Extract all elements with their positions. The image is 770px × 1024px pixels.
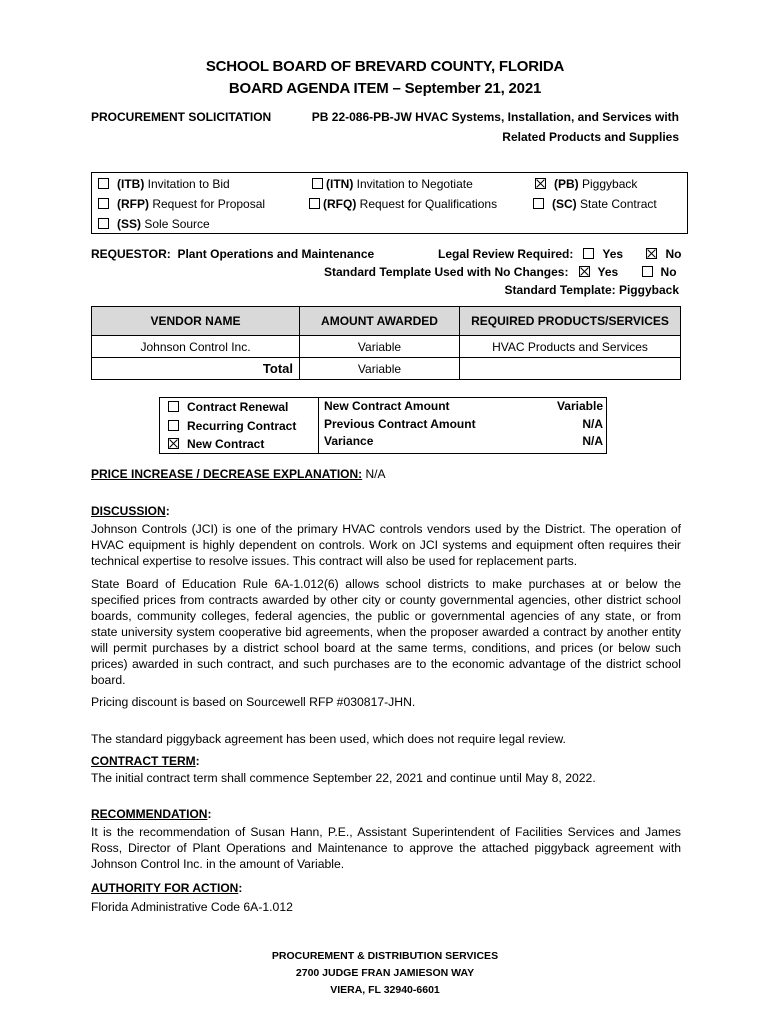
checkbox-icon[interactable]	[168, 401, 179, 412]
solicitation-label: PROCUREMENT SOLICITATION	[91, 110, 272, 124]
checked-box-icon[interactable]	[646, 248, 657, 259]
table-row	[92, 336, 681, 358]
std-template-no: No	[660, 265, 677, 279]
checked-box-icon[interactable]	[168, 438, 179, 449]
option-code: (SS)	[117, 217, 141, 231]
previous-amount-value: N/A	[582, 417, 603, 431]
std-template-label: Standard Template Used with No Changes:	[324, 265, 569, 279]
price-change-value: N/A	[365, 467, 386, 481]
vendor-table	[91, 306, 681, 380]
variance-label: Variance	[324, 434, 374, 448]
option-code: (RFP)	[117, 197, 149, 211]
legal-review-no: No	[665, 247, 682, 261]
price-change-label: PRICE INCREASE / DECREASE EXPLANATION:	[91, 467, 363, 481]
discussion-paragraph-3: Pricing discount is based on Sourcewell RFP #030817-JHN.	[91, 695, 416, 709]
checkbox-icon[interactable]	[533, 198, 544, 209]
total-empty-cell	[460, 358, 681, 380]
footer-city: VIERA, FL 32940-6601	[330, 984, 440, 996]
solicitation-title-line2: Related Products and Supplies	[502, 130, 679, 144]
authority-text: Florida Administrative Code 6A-1.012	[91, 900, 293, 914]
option-itb[interactable]	[98, 177, 230, 191]
discussion-heading: DISCUSSION:	[91, 504, 170, 518]
checked-box-icon[interactable]	[579, 266, 590, 277]
option-pb[interactable]	[535, 177, 637, 191]
solicitation-title-line1: PB 22-086-PB-JW HVAC Systems, Installation, and Services with	[311, 110, 679, 124]
contract-term-heading-text: CONTRACT TERM	[91, 754, 196, 768]
option-label: Invitation to Bid	[147, 177, 230, 191]
footer-street: 2700 JUDGE FRAN JAMIESON WAY	[295, 967, 475, 979]
column-header: AMOUNT AWARDED	[300, 307, 460, 336]
option-label: Sole Source	[144, 217, 210, 231]
recommendation-text: It is the recommendation of Susan Hann, P.E., Assistant Superintendent of Facilities Services and James Ross, Director of Plant Operations and Maintenance to approve the attached piggyback agreement with Johnson Control Inc. in the amount of Variable.	[91, 825, 681, 871]
option-label: Request for Proposal	[152, 197, 266, 211]
checkbox-icon[interactable]	[168, 420, 179, 431]
option-ss[interactable]	[98, 217, 210, 231]
std-template-yes: Yes	[597, 265, 619, 279]
amount-cell: Variable	[300, 336, 460, 358]
new-amount-label: New Contract Amount	[324, 399, 450, 413]
checkbox-icon[interactable]	[312, 178, 323, 189]
option-code: (PB)	[554, 177, 579, 191]
total-row	[92, 358, 681, 380]
checkbox-icon[interactable]	[98, 178, 109, 189]
authority-heading: AUTHORITY FOR ACTION:	[91, 881, 243, 895]
footer-department: PROCUREMENT & DISTRIBUTION SERVICES	[271, 950, 499, 962]
legal-review	[438, 247, 681, 261]
option-code: (ITN)	[326, 177, 354, 191]
recurring-contract-label: Recurring Contract	[187, 419, 297, 433]
new-amount-value: Variable	[556, 399, 603, 413]
column-header: VENDOR NAME	[92, 307, 300, 336]
option-code: (SC)	[552, 197, 577, 211]
contract-renewal-option[interactable]	[168, 400, 288, 414]
checkbox-icon[interactable]	[309, 198, 320, 209]
products-cell: HVAC Products and Services	[460, 336, 681, 358]
legal-review-yes: Yes	[602, 247, 624, 261]
table-header-row	[92, 307, 681, 336]
page-title: SCHOOL BOARD OF BREVARD COUNTY, FLORIDA	[205, 58, 565, 75]
option-label: Request for Qualifications	[359, 197, 498, 211]
new-contract-option[interactable]	[168, 437, 264, 451]
option-label: Invitation to Negotiate	[356, 177, 473, 191]
recommendation-heading: RECOMMENDATION:	[91, 807, 212, 821]
option-sc[interactable]	[533, 197, 657, 211]
checkbox-icon[interactable]	[98, 218, 109, 229]
option-rfp[interactable]	[98, 197, 265, 211]
agenda-subtitle: BOARD AGENDA ITEM – September 21, 2021	[228, 80, 542, 97]
total-amount: Variable	[300, 358, 460, 380]
option-itn[interactable]	[312, 177, 473, 191]
checked-box-icon[interactable]	[535, 178, 546, 189]
discussion-paragraph-4: The standard piggyback agreement has been used, which does not require legal review.	[91, 732, 566, 746]
contract-box-divider	[318, 397, 319, 454]
total-label: Total	[92, 358, 300, 380]
option-code: (RFQ)	[323, 197, 357, 211]
requestor	[91, 247, 374, 261]
recommendation-heading-text: RECOMMENDATION	[91, 807, 208, 821]
vendor-name-cell: Johnson Control Inc.	[92, 336, 300, 358]
authority-heading-text: AUTHORITY FOR ACTION	[91, 881, 239, 895]
option-code: (ITB)	[117, 177, 145, 191]
checkbox-icon[interactable]	[583, 248, 594, 259]
standard-template-used	[324, 265, 677, 279]
checkbox-icon[interactable]	[642, 266, 653, 277]
price-change	[91, 467, 386, 481]
column-header: REQUIRED PRODUCTS/SERVICES	[460, 307, 681, 336]
contract-term-heading: CONTRACT TERM:	[91, 754, 200, 768]
discussion-paragraph-2: State Board of Education Rule 6A-1.012(6) allows school districts to make purchases at or below the specified prices from contracts awarded by other city or county governmental agencies, other district school boards, community colleges, federal agencies, the public or governmental agencies of any state, or from state university system cooperative bid agreements, when the proposer awarded a contract by another entity will permit purchases by a district school board at the same terms, conditions, and prices (or below such prices) awarded in such contract, and such purchases are to the economic advantage of the district school board.	[91, 577, 681, 687]
variance-value: N/A	[582, 434, 603, 448]
standard-template-type: Standard Template: Piggyback	[504, 283, 679, 297]
requestor-label: REQUESTOR:	[91, 247, 171, 261]
discussion-paragraph-1: Johnson Controls (JCI) is one of the primary HVAC controls vendors used by the District. The operation of HVAC equipment is highly dependent on controls. Work on JCI systems and equipment often requires their technical expertise to resolve issues. This contract will also be used for replacement parts.	[91, 522, 681, 568]
recurring-contract-option[interactable]	[168, 419, 296, 433]
discussion-heading-text: DISCUSSION	[91, 504, 166, 518]
legal-review-label: Legal Review Required:	[438, 247, 574, 261]
option-label: State Contract	[580, 197, 657, 211]
requestor-value: Plant Operations and Maintenance	[177, 247, 375, 261]
option-label: Piggyback	[582, 177, 638, 191]
option-rfq[interactable]	[309, 197, 497, 211]
contract-renewal-label: Contract Renewal	[187, 400, 289, 414]
checkbox-icon[interactable]	[98, 198, 109, 209]
contract-term-text: The initial contract term shall commence September 22, 2021 and continue until May 8, 2022.	[91, 771, 596, 785]
previous-amount-label: Previous Contract Amount	[324, 417, 476, 431]
new-contract-label: New Contract	[187, 437, 265, 451]
